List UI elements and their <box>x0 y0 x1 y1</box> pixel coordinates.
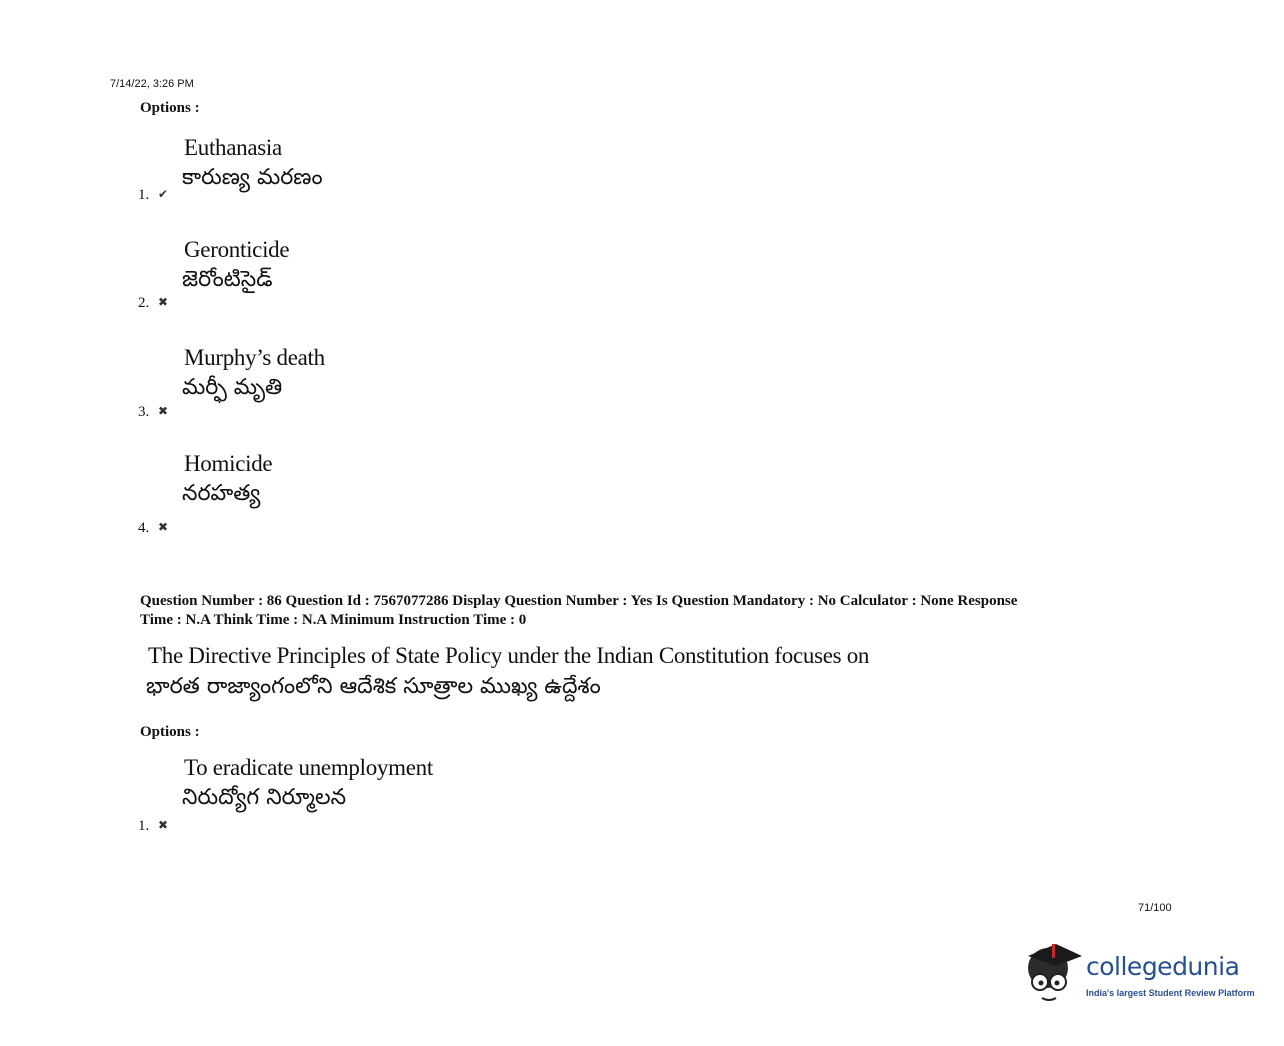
option-number: 4. <box>138 520 150 536</box>
option-1 <box>138 135 838 225</box>
option-4 <box>138 451 838 541</box>
logo-tagline: India's largest Student Review Platform <box>1086 988 1255 998</box>
print-timestamp: 7/14/22, 3:26 PM <box>110 78 194 90</box>
page-number: 71/100 <box>1138 902 1172 914</box>
student-mascot-icon <box>1022 938 1084 1008</box>
wrong-cross-icon: ✖ <box>158 295 169 309</box>
correct-check-icon: ✔ <box>158 187 169 201</box>
option-telugu: నిరుద్యోగ నిర్మూలన <box>182 785 347 810</box>
option-english: Euthanasia <box>184 135 282 160</box>
options-label: Options : <box>140 100 200 116</box>
option-1 <box>138 755 838 845</box>
collegedunia-logo <box>1022 938 1262 1008</box>
option-number: 2. <box>138 295 150 311</box>
option-telugu: నరహత్య <box>182 481 261 506</box>
option-telugu: జెరోంటిసైడ్ <box>182 267 273 292</box>
question-meta-line-1: Question Number : 86 Question Id : 7567077286 Display Question Number : Yes Is Question Mandatory : No Calculator : None Response <box>140 593 1018 609</box>
options-label: Options : <box>140 724 200 740</box>
option-2 <box>138 237 838 327</box>
option-telugu: మర్ఫీ మృతి <box>182 375 283 400</box>
question-text-telugu: భారత రాజ్యాంగంలోని ఆదేశిక సూత్రాల ముఖ్య ఉద్దేశం <box>146 674 601 699</box>
option-number: 1. <box>138 187 150 203</box>
question-meta-line-2: Time : N.A Think Time : N.A Minimum Instruction Time : 0 <box>140 612 527 628</box>
logo-wordmark: collegedunia <box>1086 952 1240 981</box>
option-english: Geronticide <box>184 237 290 262</box>
option-english: To eradicate unemployment <box>184 755 433 780</box>
question-metadata <box>140 592 1170 630</box>
option-english: Murphy’s death <box>184 345 325 370</box>
option-number: 3. <box>138 404 150 420</box>
wrong-cross-icon: ✖ <box>158 520 169 534</box>
wrong-cross-icon: ✖ <box>158 818 169 832</box>
option-3 <box>138 345 838 435</box>
option-number: 1. <box>138 818 150 834</box>
wrong-cross-icon: ✖ <box>158 404 169 418</box>
option-english: Homicide <box>184 451 273 476</box>
option-telugu: కారుణ్య మరణం <box>182 165 323 190</box>
question-text-english: The Directive Principles of State Policy under the Indian Constitution focuses on <box>148 643 870 668</box>
